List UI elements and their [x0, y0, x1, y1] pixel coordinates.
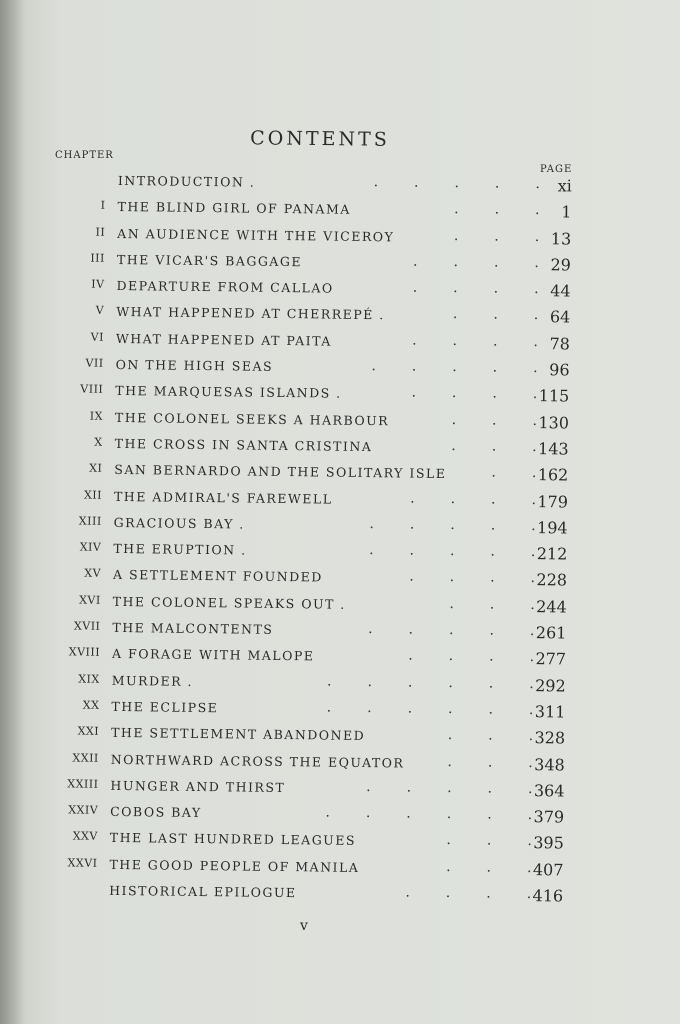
chapter-number: XXIII — [67, 777, 99, 791]
dot-leader: . . . . — [413, 253, 539, 271]
chapter-title: SAN BERNARDO AND THE SOLITARY ISLE — [114, 462, 447, 482]
chapter-title: HISTORICAL EPILOGUE — [109, 882, 297, 901]
dot-leader: . . . . . — [366, 778, 533, 797]
page-number: 364 — [533, 780, 565, 801]
dot-leader: . . . — [451, 438, 537, 456]
page-number: 1 — [561, 202, 572, 222]
chapter-number: XXII — [72, 750, 99, 765]
gutter-shadow — [0, 0, 26, 1024]
contents-title: CONTENTS — [250, 127, 390, 151]
dot-leader: . . . . . — [369, 515, 536, 534]
dot-leader: . . . — [449, 595, 535, 613]
chapter-title: THE GOOD PEOPLE OF MANILA — [109, 856, 360, 875]
chapter-number: XIV — [79, 540, 102, 554]
toc-entry — [31, 878, 591, 911]
dot-leader: . . — [491, 464, 537, 482]
chapter-number: XV — [84, 567, 102, 581]
dot-leader: . . . . — [405, 884, 532, 903]
dot-leader: . . . . . . — [326, 699, 534, 719]
chapter-title: MURDER . — [111, 672, 194, 689]
page-number: 13 — [550, 228, 572, 249]
page-number: 162 — [537, 465, 569, 485]
chapter-title: THE ERUPTION . — [113, 541, 247, 558]
dot-leader: . . . . — [410, 490, 537, 508]
chapter-number: IX — [89, 409, 104, 423]
chapter-number: II — [95, 225, 106, 239]
chapter-title: THE MALCONTENTS — [112, 619, 274, 637]
page-number: 277 — [535, 649, 567, 669]
dot-leader: . . . . — [412, 332, 539, 350]
dot-leader: . . . . . . — [325, 804, 533, 824]
page-number: 292 — [535, 675, 566, 696]
chapter-title: THE ECLIPSE — [111, 698, 219, 716]
dot-leader: . . . . . — [371, 358, 538, 377]
page-number: 348 — [534, 754, 565, 774]
chapter-column-label: CHAPTER — [55, 150, 114, 161]
chapter-number: I — [100, 199, 106, 213]
chapter-number: XXIV — [68, 803, 99, 817]
chapter-title: WHAT HAPPENED AT PAITA — [115, 330, 332, 349]
page-number: 96 — [549, 360, 570, 380]
chapter-number: XVII — [73, 619, 101, 633]
chapter-number: XI — [89, 461, 103, 476]
dot-leader: . . . . — [408, 647, 535, 666]
chapter-number: XVI — [79, 593, 101, 607]
page-number: 44 — [550, 281, 571, 301]
dot-leader: . . . . — [411, 384, 538, 403]
page-number: 416 — [532, 886, 564, 906]
chapter-number: VII — [85, 356, 104, 370]
page-number: 78 — [549, 334, 571, 354]
chapter-number: XXV — [72, 829, 98, 844]
chapter-title: WHAT HAPPENED AT CHERREPÉ . — [116, 304, 385, 323]
chapter-number: III — [90, 251, 106, 265]
page-number: 395 — [533, 833, 564, 853]
chapter-number: VIII — [80, 382, 104, 397]
page-number: 244 — [536, 596, 567, 617]
page-number: 115 — [538, 386, 570, 406]
dot-leader: . . . — [453, 227, 540, 245]
chapter-number: VI — [90, 330, 105, 344]
dot-leader: . . . . . — [369, 542, 536, 561]
dot-leader: . . . — [451, 411, 538, 429]
dot-leader: . . . . . — [368, 621, 535, 640]
dot-leader: . . . . — [409, 568, 536, 587]
chapter-title: NORTHWARD ACROSS THE EQUATOR — [110, 751, 405, 771]
dot-leader: . . . . . — [373, 174, 540, 193]
page-number: 212 — [536, 544, 568, 564]
dot-leader: . . . — [452, 306, 539, 324]
page-column-label: PAGE — [540, 164, 573, 175]
page-folio: v — [300, 918, 308, 934]
page-number: 328 — [534, 728, 566, 748]
chapter-number: XII — [83, 488, 103, 502]
page-number: 379 — [533, 807, 565, 827]
page-number: 407 — [532, 859, 564, 880]
chapter-title: AN AUDIENCE WITH THE VICEROY — [117, 225, 395, 244]
chapter-number: XXI — [77, 724, 100, 738]
dot-leader: . . . — [446, 858, 532, 876]
chapter-title: THE COLONEL SPEAKS OUT . — [112, 593, 346, 612]
chapter-number: XVIII — [68, 645, 101, 660]
chapter-title: THE SETTLEMENT ABANDONED — [111, 725, 366, 744]
page-number: 194 — [537, 517, 568, 538]
chapter-title: INTRODUCTION . — [117, 172, 256, 190]
chapter-title: DEPARTURE FROM CALLAO — [116, 278, 334, 296]
table-of-contents — [31, 170, 600, 911]
chapter-title: THE LAST HUNDRED LEAGUES — [109, 830, 357, 849]
page-number: 179 — [537, 491, 569, 512]
page-number: 261 — [535, 623, 567, 643]
page-number: 143 — [537, 439, 569, 459]
chapter-number: XXVI — [67, 856, 98, 870]
chapter-number: IV — [91, 277, 105, 291]
chapter-title: THE ADMIRAL'S FAREWELL — [113, 488, 333, 507]
chapter-title: THE COLONEL SEEKS A HARBOUR — [114, 409, 390, 428]
chapter-title: ON THE HIGH SEAS — [115, 357, 274, 374]
dot-leader: . . . — [447, 753, 533, 771]
chapter-number: XIII — [78, 514, 102, 528]
chapter-title: THE BLIND GIRL OF PANAMA — [117, 199, 351, 218]
chapter-title: GRACIOUS BAY . — [113, 514, 245, 532]
chapter-number: XIX — [78, 672, 100, 686]
dot-leader: . . . — [454, 201, 540, 219]
chapter-title: COBOS BAY — [110, 804, 202, 821]
dot-leader: . . . — [447, 727, 534, 745]
page-number: 29 — [550, 255, 571, 275]
chapter-number: X — [94, 435, 103, 449]
page-number: 228 — [536, 570, 568, 590]
dot-leader: . . . . . . — [326, 673, 534, 692]
chapter-number: XX — [82, 698, 100, 712]
chapter-title: THE CROSS IN SANTA CRISTINA — [114, 435, 373, 455]
page-number: 311 — [534, 702, 566, 722]
page-number: xi — [557, 176, 572, 196]
page-number: 130 — [538, 412, 570, 433]
page-number: 64 — [549, 307, 571, 327]
chapter-title: A FORAGE WITH MALOPE — [112, 646, 315, 664]
chapter-title: HUNGER AND THIRST — [110, 777, 286, 795]
dot-leader: . . . . — [412, 279, 539, 298]
dot-leader: . . . — [446, 832, 532, 850]
chapter-title: A SETTLEMENT FOUNDED — [112, 567, 323, 585]
chapter-title: THE VICAR'S BAGGAGE — [116, 251, 303, 270]
chapter-number: V — [95, 304, 105, 318]
chapter-title: THE MARQUESAS ISLANDS . — [115, 383, 342, 402]
